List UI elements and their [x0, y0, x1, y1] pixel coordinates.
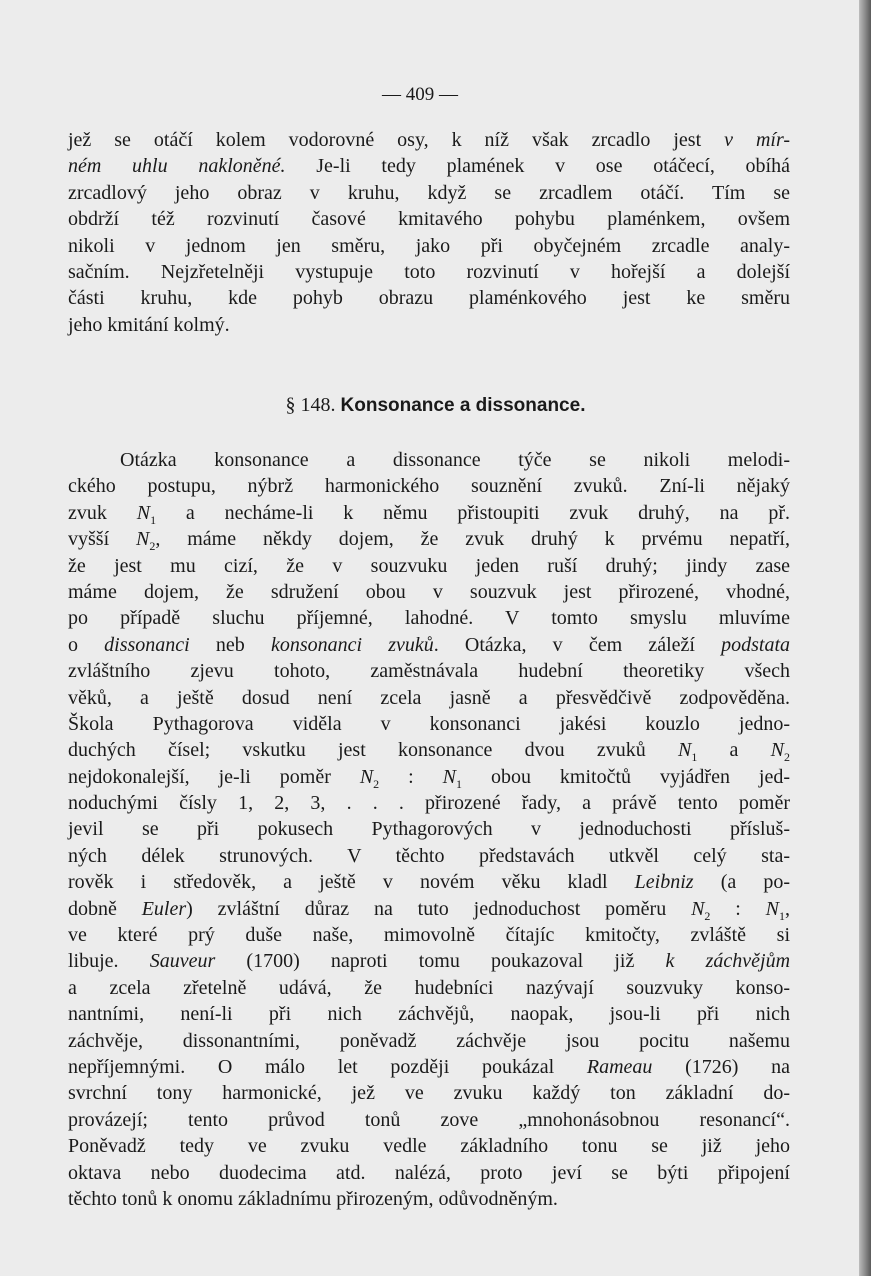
text-run: sačním. Nejzřetelněji vystupuje toto rozvinutí v hořejší a dolejší	[68, 260, 790, 283]
text-run: Je-li tedy plamének v ose otáčecí, obíhá	[285, 155, 790, 178]
section-title: Konsonance a dissonance.	[340, 395, 586, 416]
text-line	[68, 632, 790, 658]
italic-text: N	[136, 528, 150, 551]
italic-text: dissonanci	[104, 633, 190, 656]
text-run: věků, a ještě dosud není zcela jasně a přesvědčivě zodpověděna.	[68, 686, 790, 709]
text-line	[68, 1160, 790, 1186]
text-run: oktava nebo duodecima atd. nalézá, proto jeví se býti připojení	[68, 1161, 790, 1184]
italic-text: konsonanci zvuků	[270, 633, 434, 656]
text-run: jež se otáčí kolem vodorovné osy, k níž však zrcadlo jest	[68, 129, 725, 151]
text-line	[68, 447, 790, 473]
subscript: 2	[373, 776, 380, 791]
text-run: ve které prý duše naše, mimovolně čítajíc kmitočty, zvláště si	[68, 924, 790, 947]
text-run: že jest mu cizí, že v souzvuku jeden ruší druhý; jindy zase	[68, 554, 790, 577]
text-line	[68, 500, 790, 526]
section-heading	[0, 394, 871, 417]
text-run: obou kmitočtů vyjádřen jed-	[462, 765, 791, 788]
text-run: ných délek strunových. V těchto představách utkvěl celý sta-	[68, 844, 790, 867]
subscript: 2	[704, 908, 711, 923]
text-run: máme dojem, že sdružení obou v souzvuk jest přirozené, vhodné,	[68, 580, 790, 603]
text-run: zrcadlový jeho obraz v kruhu, když se zrcadlem otáčí. Tím se	[68, 181, 790, 204]
text-run: noduchými čísly 1, 2, 3, . . . přirozené řady, a právě tento poměr	[68, 792, 790, 815]
text-run: Škola Pythagorova viděla v konsonanci jakési kouzlo jedno-	[68, 712, 790, 735]
text-line	[68, 869, 790, 895]
text-line	[68, 473, 790, 499]
text-run: a necháme-li k němu přistoupiti zvuk druhý, na př.	[156, 501, 790, 524]
subscript: 1	[456, 776, 462, 791]
text-run: dobně	[68, 897, 142, 920]
text-line	[68, 764, 790, 790]
italic-text: Euler	[141, 897, 187, 920]
text-run: duchých čísel; vskutku jest konsonance dvou zvuků	[68, 739, 678, 762]
text-line	[68, 259, 790, 285]
italic-text: podstata	[721, 633, 791, 656]
text-run: těchto tonů k onomu základnímu přirozeným, odůvodněným.	[68, 1187, 558, 1210]
text-run: záchvěje, dissonantními, poněvadž záchvěje jsou pocitu našemu	[68, 1029, 790, 1052]
text-line	[68, 553, 790, 579]
text-line	[68, 948, 790, 974]
text-line	[68, 285, 790, 311]
text-run: nikoli v jednom jen směru, jako při obyčejném zrcadle analy-	[68, 234, 790, 257]
text-line	[68, 127, 790, 153]
subscript: 1	[779, 908, 785, 923]
text-run: zvuk	[68, 501, 137, 524]
text-run: :	[379, 765, 443, 788]
text-run: rověk i středověk, a ještě v novém věku kladl	[68, 871, 635, 894]
text-run: části kruhu, kde pohyb obrazu plaménkového jest ke směru	[68, 287, 790, 310]
italic-text: k záchvějům	[665, 950, 791, 973]
text-line	[68, 685, 790, 711]
text-line	[68, 1028, 790, 1054]
text-line	[68, 206, 790, 232]
text-run: ) zvláštní důraz na tuto jednoduchost poměru	[186, 897, 692, 920]
text-line	[68, 658, 790, 684]
italic-text: N	[770, 739, 784, 762]
text-run: (1700) naproti tomu poukazoval již	[215, 950, 666, 973]
text-line	[68, 922, 790, 948]
text-line	[68, 1186, 790, 1212]
text-line	[68, 1054, 790, 1080]
text-run: zvláštního zjevu tohoto, zaměstnávala hudební theoretiky všech	[68, 660, 790, 683]
text-line	[68, 312, 790, 338]
paragraph-2	[68, 447, 790, 1212]
italic-text: N	[691, 897, 705, 920]
text-run: jevil se při pokusech Pythagorových v jednoduchosti přísluš-	[68, 818, 790, 841]
subscript: 1	[150, 512, 157, 527]
text-run: a zcela zřetelně udává, že hudebníci nazývají souzvuky konso-	[68, 976, 790, 999]
text-run: obdrží též rozvinutí časové kmitavého pohybu plaménkem, ovšem	[68, 208, 790, 231]
subscript: 1	[691, 750, 698, 765]
text-line	[68, 605, 790, 631]
text-run: ckého postupu, nýbrž harmonického souznění zvuků. Zní-li nějaký	[68, 475, 790, 498]
text-line	[68, 843, 790, 869]
text-line	[68, 233, 790, 259]
text-line	[68, 1107, 790, 1133]
text-run: . Otázka, v čem záleží	[433, 633, 722, 656]
italic-text: N	[136, 501, 151, 524]
text-line	[68, 153, 790, 179]
text-run: nejdokonalejší, je-li poměr	[68, 765, 360, 788]
text-line	[68, 1080, 790, 1106]
text-line	[68, 737, 790, 763]
text-run: nepříjemnými. O málo let později poukázal	[68, 1055, 587, 1078]
text-run: Otázka konsonance a dissonance týče se nikoli melodi-	[120, 449, 790, 471]
text-run: Poněvadž tedy ve zvuku vedle základního tonu se již jeho	[68, 1135, 790, 1158]
text-line	[68, 790, 790, 816]
text-run: a	[697, 739, 771, 762]
italic-text: N	[359, 765, 374, 788]
text-run: jeho kmitání kolmý.	[68, 313, 230, 336]
text-line	[68, 1133, 790, 1159]
text-line	[68, 816, 790, 842]
text-run: :	[710, 897, 766, 920]
text-run: nantními, není-li při nich záchvějů, naopak, jsou-li při nich	[68, 1003, 790, 1026]
text-line	[68, 896, 790, 922]
text-run: provázejí; tento průvod tonů zove „mnohonásobnou resonancí“.	[68, 1108, 790, 1131]
italic-text: v mír-	[724, 129, 790, 151]
text-run: vyšší	[68, 528, 137, 551]
text-line	[68, 1001, 790, 1027]
text-run: libuje.	[68, 950, 150, 973]
text-line	[68, 526, 790, 552]
text-run: ,	[785, 897, 790, 920]
italic-text: Rameau	[586, 1055, 653, 1078]
text-run: , máme někdy dojem, že zvuk druhý k prvému nepatří,	[155, 528, 790, 551]
text-line	[68, 579, 790, 605]
page-edge-shadow	[859, 0, 871, 1276]
paragraph-1	[68, 127, 790, 338]
text-line	[68, 975, 790, 1001]
text-line	[68, 180, 790, 206]
subscript: 2	[784, 750, 790, 765]
text-run: (1726) na	[652, 1055, 790, 1078]
italic-text: Sauveur	[149, 950, 216, 973]
text-run: svrchní tony harmonické, jež ve zvuku každý ton základní do-	[68, 1082, 790, 1105]
subscript: 2	[149, 539, 156, 554]
italic-text: N	[677, 739, 692, 762]
italic-text: ném uhlu nakloněné.	[68, 155, 286, 178]
italic-text: Leibniz	[634, 871, 694, 894]
page-number: — 409 —	[382, 84, 458, 105]
text-run: o	[68, 633, 105, 656]
italic-text: N	[765, 897, 779, 920]
text-line	[68, 711, 790, 737]
text-run: (a po-	[693, 871, 790, 894]
text-run: neb	[189, 633, 271, 656]
italic-text: N	[442, 765, 456, 788]
text-run: po případě sluchu příjemné, lahodné. V tomto smyslu mluvíme	[68, 607, 790, 630]
section-number: § 148.	[285, 394, 341, 416]
